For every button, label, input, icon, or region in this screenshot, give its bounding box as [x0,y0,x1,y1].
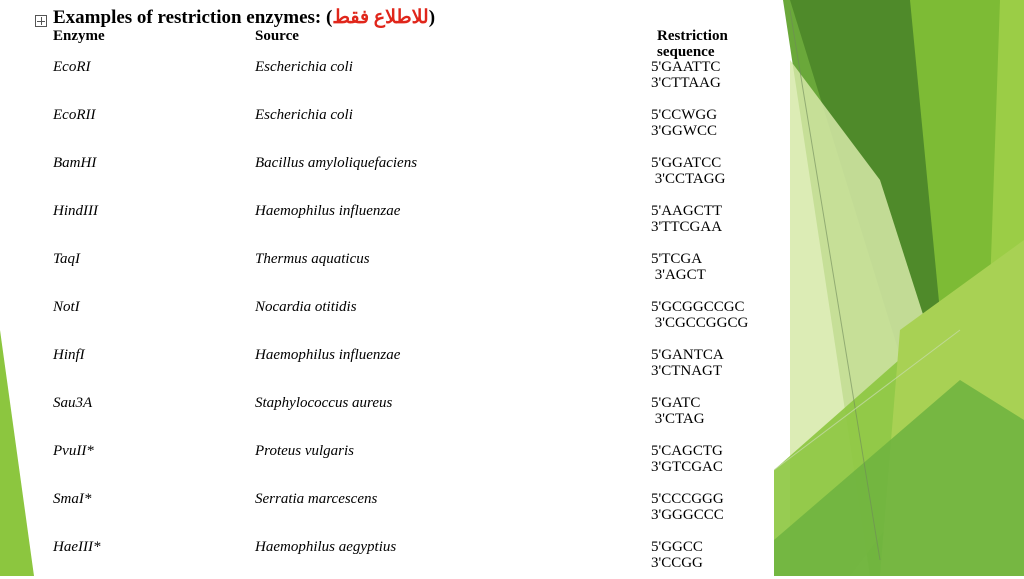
restriction-sequence [651,395,773,427]
restriction-sequence [651,347,773,379]
sequence-3-prime: 3'CGCCGGCG [651,315,749,331]
restriction-sequence [651,443,773,475]
sequence-5-prime: 5'GAATTC [651,59,721,75]
enzyme-name: NotI [53,299,80,315]
sequence-5-prime: 5'CCCGGG [651,491,724,507]
table-row [0,155,780,195]
sequence-3-prime: 3'GGGCCC [651,507,724,523]
title-note: للاطلاع فقط [332,7,429,28]
title-close: ) [428,7,436,28]
enzyme-name: TaqI [53,251,80,267]
table-row [0,491,780,531]
enzyme-source: Staphylococcus aureus [255,395,393,411]
sequence-5-prime: 5'GGCC [651,539,703,555]
table-row [0,539,780,579]
enzyme-source: Bacillus amyloliquefaciens [255,155,418,171]
sequence-3-prime: 3'GGWCC [651,123,718,139]
enzyme-source: Haemophilus influenzae [255,347,401,363]
enzyme-name: HaeIII* [53,539,101,555]
sequence-3-prime: 3'GTCGAC [651,459,723,475]
table-row [0,59,780,99]
restriction-sequence [651,251,773,283]
restriction-sequence [651,299,773,331]
title-text: Examples of restriction enzymes: ( [53,7,333,28]
table-row [0,347,780,387]
enzyme-source: Escherichia coli [255,59,353,75]
column-header-source: Source [255,28,299,44]
table-row [0,395,780,435]
table-row [0,203,780,243]
enzyme-name: HinfI [53,347,85,363]
column-header-sequence-line1: Restriction [657,28,728,44]
enzyme-name: Sau3A [53,395,93,411]
page-title [53,6,435,29]
column-header-enzyme: Enzyme [53,28,105,44]
sequence-5-prime: 5'CAGCTG [651,443,723,459]
sequence-3-prime: 3'AGCT [651,267,706,283]
sequence-3-prime: 3'TTCGAA [651,219,723,235]
sequence-3-prime: 3'CTNAGT [651,363,723,379]
enzyme-name: EcoRI [53,59,91,75]
enzyme-source: Serratia marcescens [255,491,378,507]
sequence-5-prime: 5'GATC [651,395,701,411]
sequence-5-prime: 5'GGATCC [651,155,722,171]
enzyme-name: BamHI [53,155,97,171]
table-row [0,251,780,291]
sequence-5-prime: 5'TCGA [651,251,703,267]
enzyme-source: Proteus vulgaris [255,443,355,459]
sequence-3-prime: 3'CCTAGG [651,171,726,187]
column-header-sequence [657,28,728,60]
restriction-sequence [651,107,773,139]
sequence-3-prime: 3'CTAG [651,411,705,427]
enzyme-name: HindIII [53,203,98,219]
restriction-sequence [651,59,773,91]
enzyme-source: Haemophilus aegyptius [255,539,397,555]
table-row [0,443,780,483]
enzyme-name: PvuII* [53,443,94,459]
enzyme-source: Haemophilus influenzae [255,203,401,219]
sequence-3-prime: 3'CCGG [651,555,703,571]
enzyme-source: Escherichia coli [255,107,353,123]
table-row [0,107,780,147]
enzyme-source: Nocardia otitidis [255,299,357,315]
table-row [0,299,780,339]
restriction-sequence [651,203,773,235]
restriction-sequence [651,491,773,523]
enzyme-name: EcoRII [53,107,96,123]
enzyme-source: Thermus aquaticus [255,251,370,267]
restriction-sequence [651,155,773,187]
sequence-3-prime: 3'CTTAAG [651,75,721,91]
column-header-sequence-line2: sequence [657,44,715,60]
table-move-handle-icon[interactable] [35,15,47,27]
sequence-5-prime: 5'GANTCA [651,347,724,363]
sequence-5-prime: 5'CCWGG [651,107,718,123]
sequence-5-prime: 5'GCGGCCGC [651,299,745,315]
sequence-5-prime: 5'AAGCTT [651,203,723,219]
enzyme-name: SmaI* [53,491,92,507]
restriction-sequence [651,539,773,571]
